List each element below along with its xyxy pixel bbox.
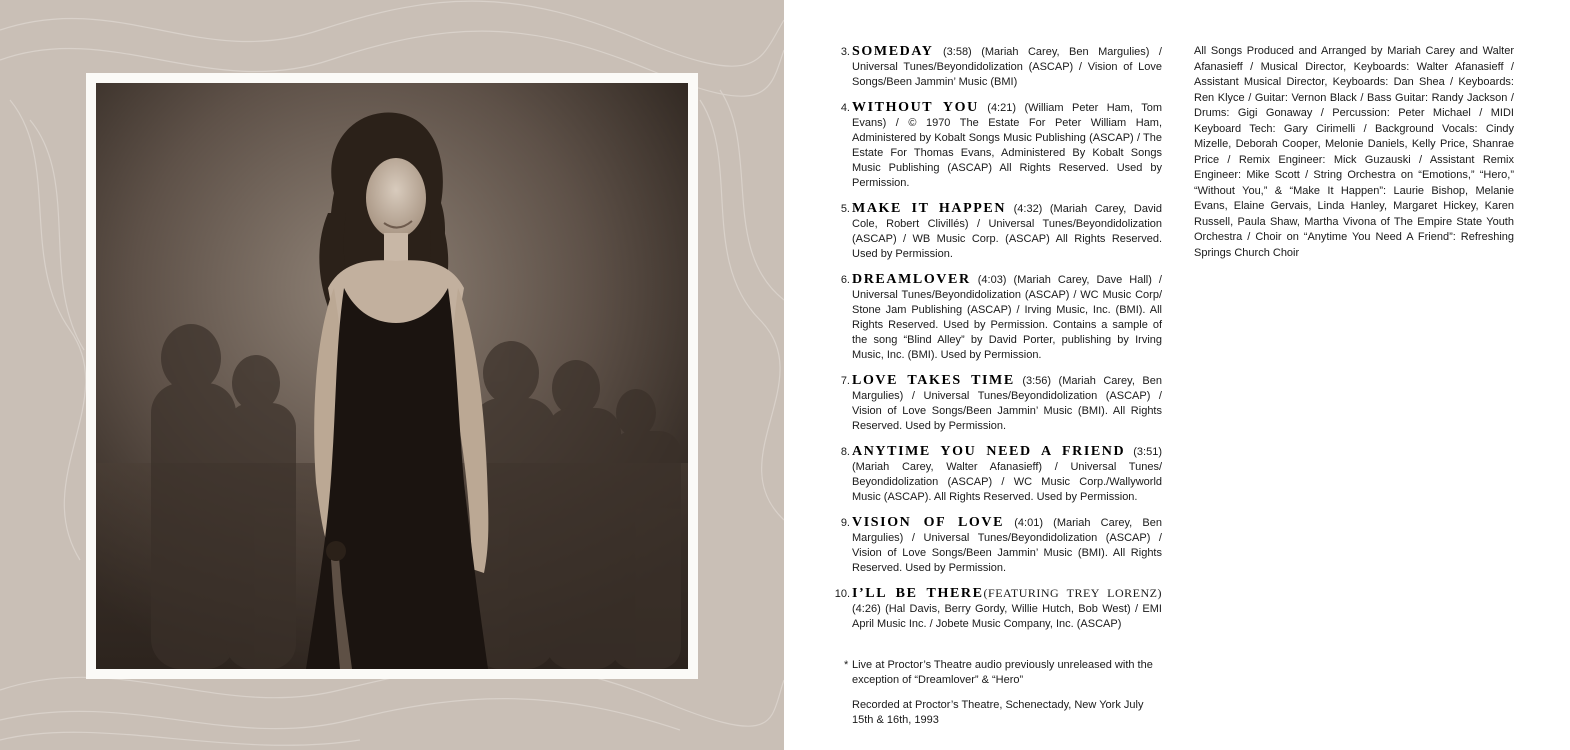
track-item	[832, 444, 1162, 505]
track-number: 3.	[840, 46, 850, 58]
live-note	[844, 658, 1162, 688]
track-title: DREAMLOVER	[852, 272, 971, 287]
track-credits: (4:03) (Mariah Carey, Dave Hall) / Universal Tunes/Beyondidolization (ASCAP) / WC Music Corp/ Stone Jam Publishing (ASCAP) / Irving Music, Inc. (BMI). All Rights Reserved. Used by Permission. Contains a sample of the song “Blind Alley” by David Porter, publishing by Irving Music, Inc. (BMI). Used by Permission.	[852, 274, 1162, 361]
track-number: 4.	[840, 102, 850, 114]
track-credits: (4:26) (Hal Davis, Berry Gordy, Willie Hutch, Bob West) / EMI April Music Inc. / Jobete Music Company, Inc. (ASCAP)	[852, 603, 1162, 630]
asterisk: *	[844, 659, 849, 671]
track-credits: (4:32) (Mariah Carey, David Cole, Robert Clivillés) / Universal Tunes/Beyondidolization (ASCAP) / WB Music Corp. (ASCAP) All Rights Reserved. Used by Permission.	[852, 203, 1162, 260]
track-number: 9.	[840, 517, 850, 529]
track-title: SOMEDAY	[852, 44, 934, 59]
track-number: 8.	[840, 446, 850, 458]
track-number: 7.	[840, 375, 850, 387]
singer-photo-illustration	[96, 83, 688, 669]
live-note-text: Live at Proctor’s Theatre audio previously unreleased with the exception of “Dreamlover” & “Hero”	[852, 659, 1153, 686]
track-number: 10.	[834, 588, 850, 600]
track-item	[832, 44, 1162, 90]
track-item	[832, 586, 1162, 632]
track-item	[832, 272, 1162, 363]
track-title: VISION OF LOVE	[852, 515, 1005, 530]
track-title: WITHOUT YOU	[852, 100, 979, 115]
track-item	[832, 373, 1162, 434]
track-item	[832, 515, 1162, 576]
track-credits: (4:01) (Mariah Carey, Ben Margulies) / Universal Tunes/Beyondidolization (ASCAP) / Vision of Love Songs/Been Jammin’ Music (BMI). All Rights Reserved. Used by Permission.	[852, 517, 1162, 574]
track-title: LOVE TAKES TIME	[852, 373, 1015, 388]
track-number: 5.	[840, 203, 850, 215]
track-credits: (3:51) (Mariah Carey, Walter Afanasieff) / Universal Tunes/ Beyondidolization (ASCAP) / WC Music Corp./Wallyworld Music (ASCAP). All Rights Reserved. Used by Permission.	[852, 446, 1162, 503]
right-panel	[784, 0, 1570, 750]
left-panel	[0, 0, 784, 750]
track-credits: (3:56) (Mariah Carey, Ben Margulies) / Universal Tunes/Beyondidolization (ASCAP) / Vision of Love Songs/Been Jammin’ Music (BMI). All Rights Reserved. Used by Permission.	[852, 375, 1162, 432]
singer-photo	[96, 83, 688, 669]
track-list	[832, 44, 1162, 738]
track-featuring: (FEATURING TREY LORENZ)	[983, 586, 1162, 600]
photo-frame	[86, 73, 698, 679]
track-item	[832, 201, 1162, 262]
production-credits	[1194, 44, 1514, 261]
liner-notes	[832, 658, 1162, 728]
track-credits: (4:21) (William Peter Ham, Tom Evans) / © 1970 The Estate For Peter William Ham, Administered by Kobalt Songs Music Publishing (ASCAP) / The Estate For Thomas Evans, Administered By Kobalt Songs Music Publishing (ASCAP) All Rights Reserved. Used by Permission.	[852, 102, 1163, 189]
track-title: ANYTIME YOU NEED A FRIEND	[852, 444, 1126, 459]
track-item	[832, 100, 1162, 191]
track-credits: (3:58) (Mariah Carey, Ben Margulies) / Universal Tunes/Beyondidolization (ASCAP) / Vision of Love Songs/Been Jammin’ Music (BMI)	[852, 46, 1162, 88]
recording-info: Recorded at Proctor’s Theatre, Schenectady, New York July 15th & 16th, 1993	[852, 699, 1144, 726]
track-number: 6.	[840, 274, 850, 286]
track-title: I’LL BE THERE	[852, 586, 984, 601]
track-title: MAKE IT HAPPEN	[852, 201, 1007, 216]
credits-text: All Songs Produced and Arranged by Mariah Carey and Walter Afanasieff / Musical Director, Keyboards: Walter Afanasieff / Assistant Musical Director, Keyboards: Dan Shea / Keyboards: Ren Klyce / Guitar: Vernon Black / Bass Guitar: Randy Jackson / Drums: Gigi Gonaway / Percussion: Peter Michael / MIDI Keyboard Tech: Gary Cirimelli / Background Vocals: Cindy Mizelle, Deborah Cooper, Melonie Daniels, Kelly Price, Shanrae Price / Remix Engineer: Mick Guzauski / Assistant Remix Engineer: Mike Scott / String Orchestra on “Emotions,” “Hero,” “Without You,” & “Make It Happen”: Laurie Bishop, Melanie Evans, Elaine Gervais, Linda Hanley, Margaret Hickey, Karen Russell, Paula Shaw, Martha Vivona of The Empire State Youth Orchestra / Choir on “Anytime You Need A Friend”: Refreshing Springs Church Choir	[1194, 45, 1514, 259]
